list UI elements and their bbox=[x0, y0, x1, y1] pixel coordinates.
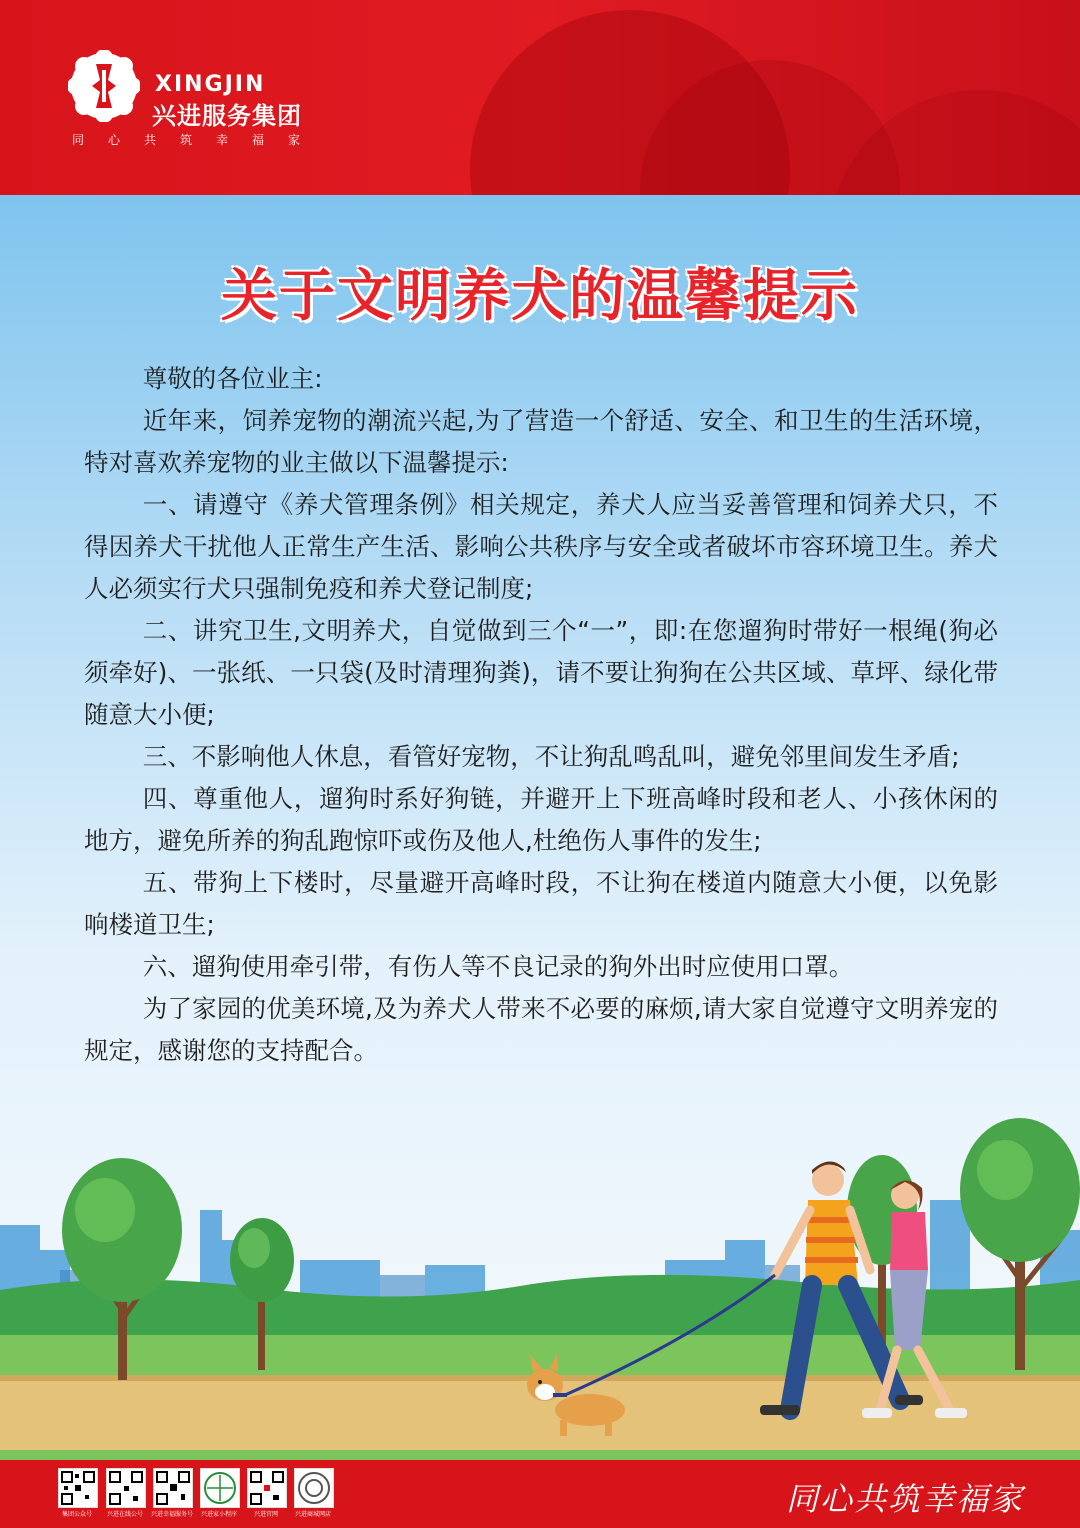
page-title: 关于文明养犬的温馨提示 bbox=[221, 264, 859, 329]
header-banner bbox=[0, 0, 1080, 195]
paragraph-rule-6: 六、遛狗使用牵引带，有伤人等不良记录的狗外出时应使用口罩。 bbox=[142, 952, 854, 981]
footer-slogan: 同心共筑幸福家 bbox=[785, 1480, 1024, 1518]
qr-code-icon[interactable] bbox=[200, 1468, 240, 1508]
paragraph-rule-1: 一、请遵守《养犬管理条例》相关规定，养犬人应当妥善管理和饲养犬只，不得因养犬干扰他人正常生产生活、影响公共秩序与安全或者破坏市容环境卫生。养犬人必须实行犬只强制免疫和养犬登记制度; bbox=[84, 490, 998, 603]
brand-slogan: 同心共筑幸福家 bbox=[72, 133, 325, 147]
qr-code-icon[interactable] bbox=[153, 1468, 193, 1508]
paragraph-rule-4: 四、尊重他人，遛狗时系好狗链，并避开上下班高峰时段和老人、小孩休闲的地方，避免所养的狗乱跑惊吓或伤及他人,杜绝伤人事件的发生; bbox=[84, 784, 998, 855]
qr-label: 集团公众号 bbox=[61, 1511, 92, 1518]
brand-name-en: XINGJIN bbox=[155, 72, 266, 97]
paragraph-rule-5: 五、带狗上下楼时，尽量避开高峰时段，不让狗在楼道内随意大小便，以免影响楼道卫生; bbox=[84, 868, 998, 939]
notice-body bbox=[84, 358, 998, 1072]
brand-name-cn: 兴进服务集团 bbox=[152, 102, 302, 130]
qr-label: 兴进幸福服务号 bbox=[150, 1511, 193, 1518]
salutation: 尊敬的各位业主: bbox=[142, 364, 323, 393]
qr-label: 兴进商城网店 bbox=[294, 1511, 331, 1518]
qr-code-icon[interactable] bbox=[294, 1468, 334, 1508]
paragraph-rule-3: 三、不影响他人休息，看管好宠物，不让狗乱鸣乱叫，避免邻里间发生矛盾; bbox=[142, 742, 960, 771]
paragraph-intro: 近年来，饲养宠物的潮流兴起,为了营造一个舒适、安全、和卫生的生活环境，特对喜欢养宠物的业主做以下温馨提示: bbox=[84, 406, 998, 477]
qr-label: 兴进家小程序 bbox=[200, 1511, 237, 1518]
xingjin-logo-icon bbox=[68, 50, 140, 122]
qr-code-icon[interactable] bbox=[58, 1468, 98, 1508]
qr-code-icon[interactable] bbox=[106, 1468, 146, 1508]
paragraph-closing: 为了家园的优美环境,及为养犬人带来不必要的麻烦,请大家自觉遵守文明养宠的规定，感谢您的支持配合。 bbox=[84, 994, 998, 1065]
paragraph-rule-2: 二、讲究卫生,文明养犬，自觉做到三个“一”，即:在您遛狗时带好一根绳(狗必须牵好)、一张纸、一只袋(及时清理狗粪)，请不要让狗狗在公共区域、草坪、绿化带随意大小便; bbox=[84, 616, 998, 729]
footer-bar bbox=[0, 1460, 1080, 1528]
park-illustration bbox=[0, 1110, 1080, 1460]
qr-code-icon[interactable] bbox=[247, 1468, 287, 1508]
qr-label: 兴进官网 bbox=[253, 1511, 278, 1518]
qr-label: 兴进在线公号 bbox=[106, 1511, 143, 1518]
